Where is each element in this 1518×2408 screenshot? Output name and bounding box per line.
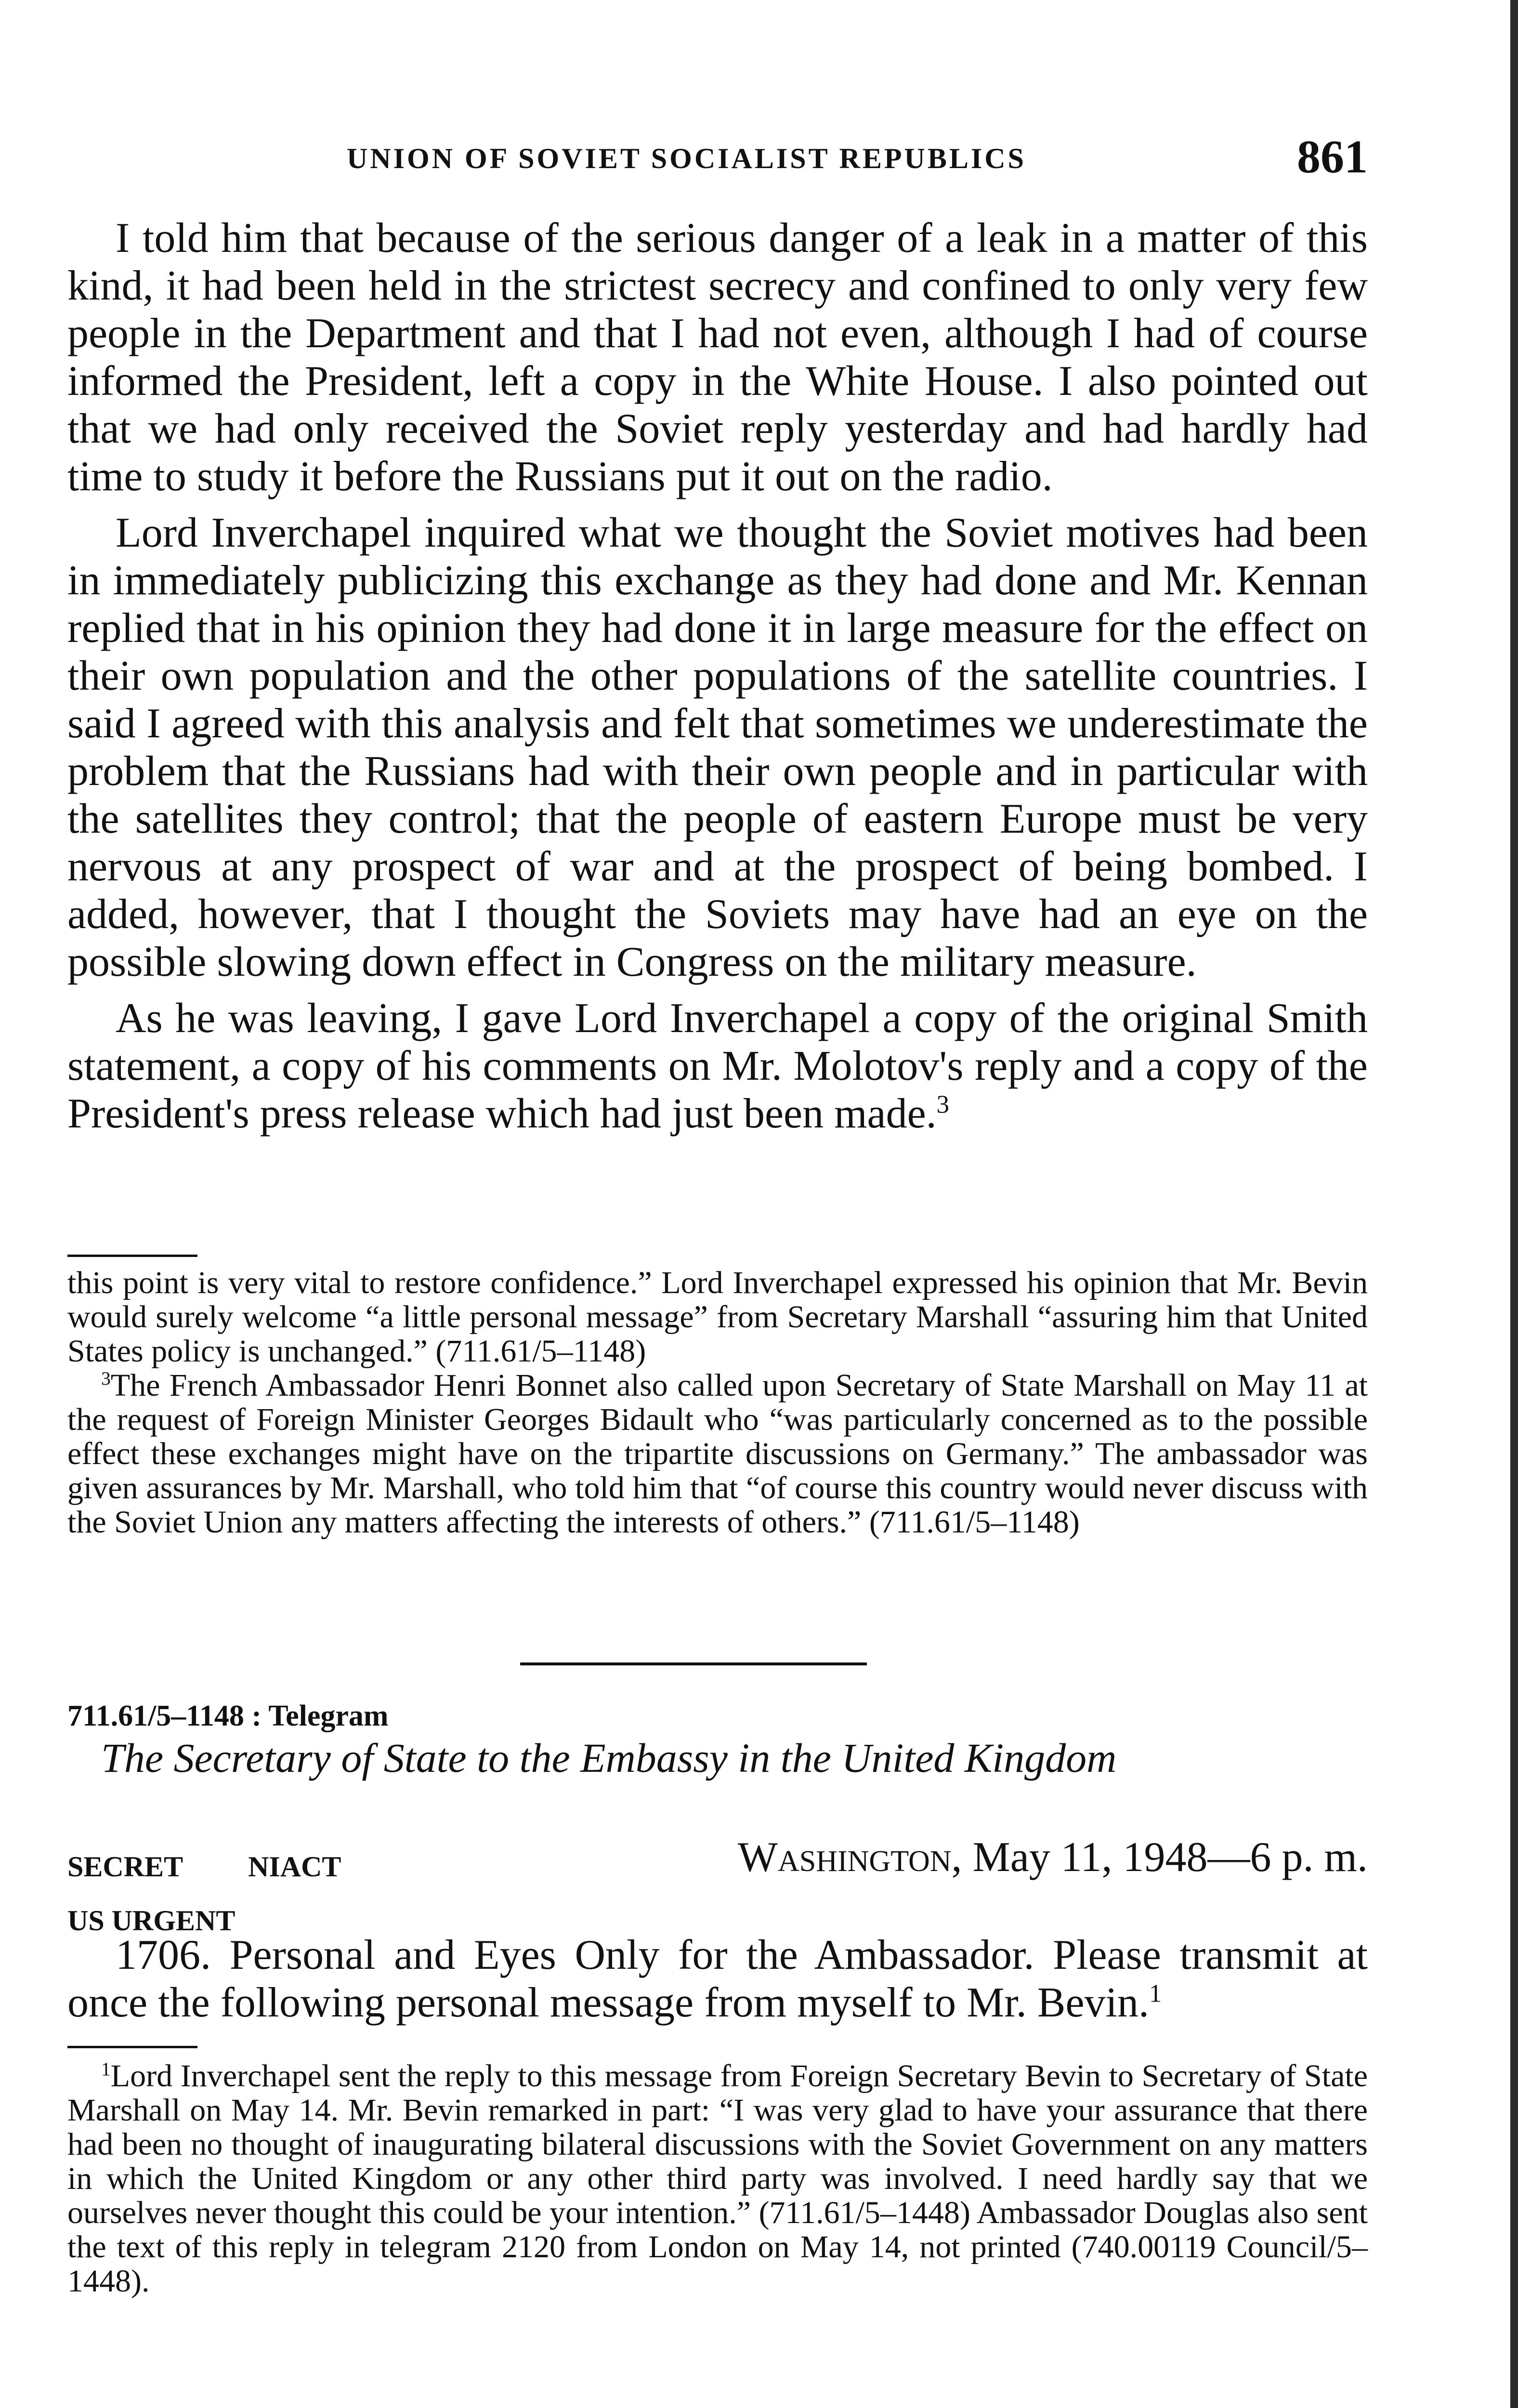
paragraph-1: I told him that because of the serious danger of a leak in a matter of this kind, it had been held in the strictest secrecy and confined to only very few people in the Department and that I had not even, although I had of course informed the President, left a copy in the White House. I also pointed out that we had only received the Soviet reply yesterday and had hardly had time to study it before the Russians put it out on the radio. <box>67 215 1368 500</box>
main-text <box>67 214 1368 1138</box>
footnote-3 <box>67 1368 1368 1539</box>
footnote-continuation: this point is very vital to restore confidence.” Lord Inverchapel expressed his opinion that Mr. Bevin would surely welcome “a little personal message” from Secretary Marshall “assuring him that United States policy is unchanged.” (711.61/5–1148) <box>67 1265 1368 1369</box>
precedence: NIACT <box>248 1851 341 1883</box>
urgency: US URGENT <box>67 1905 236 1937</box>
section-divider <box>520 1662 867 1665</box>
page-header <box>67 130 1368 188</box>
telegram-paragraph-text: 1706. Personal and Eyes Only for the Ambassador. Please transmit at once the following personal message from myself to Mr. Bevin. <box>67 1932 1368 2026</box>
footnote-rule-2 <box>67 2046 197 2048</box>
footnotes-top <box>67 1266 1368 1539</box>
footnotes-bottom <box>67 2059 1368 2298</box>
footnote-1 <box>67 2059 1368 2298</box>
page-edge <box>1510 0 1518 2408</box>
document-page <box>67 0 1368 2408</box>
footnote-3-marker: 3 <box>101 1368 111 1389</box>
footnote-marker-3: 3 <box>936 1090 950 1119</box>
paragraph-2: Lord Inverchapel inquired what we thought the Soviet motives had been in immediately publicizing this exchange as they had done and Mr. Kennan replied that in his opinion they had done it in large measure for the effect on their own population and the other populations of the satellite countries. I said I agreed with this analysis and felt that sometimes we underestimate the problem that the Russians had with their own people and in particular with the satellites they control; that the people of eastern Europe must be very nervous at any prospect of war and at the prospect of being bombed. I added, however, that I thought the Soviets may have had an eye on the possible slowing down effect in Congress on the military measure. <box>67 510 1368 985</box>
dateline <box>738 1833 1368 1882</box>
file-reference: 711.61/5–1148 : Telegram <box>67 1700 389 1732</box>
footnote-marker-1: 1 <box>1149 1979 1162 2008</box>
footnote-1-text: Lord Inverchapel sent the reply to this message from Foreign Secretary Bevin to Secretary of State Marshall on May 14. Mr. Bevin remarked in part: “I was very glad to have your assurance that there had been no thought of inaugurating bilateral discussions with the Soviet Government on any matters in which the United Kingdom or any other third party was involved. I need hardly say that we ourselves never thought this could be your intention.” (711.61/5–1448) Ambassador Douglas also sent the text of this reply in telegram 2120 from London on May 14, not printed (740.00119 Council/5–1448). <box>67 2058 1368 2299</box>
page-number: 861 <box>1297 131 1368 183</box>
telegram-text <box>67 1931 1368 2027</box>
place: Washington <box>737 1834 952 1881</box>
document-title: The Secretary of State to the Embassy in the United Kingdom <box>101 1735 1117 1781</box>
paragraph-3-text: As he was leaving, I gave Lord Inverchapel a copy of the original Smith statement, a copy of his comments on Mr. Molotov's reply and a copy of the President's press release which had just been made. <box>67 995 1368 1137</box>
footnote-rule <box>67 1255 197 1257</box>
running-head: UNION OF SOVIET SOCIALIST REPUBLICS <box>347 143 1026 174</box>
classification: SECRET <box>67 1851 183 1883</box>
telegram-paragraph <box>67 1931 1368 2027</box>
footnote-1-marker: 1 <box>101 2058 111 2080</box>
date-time: , May 11, 1948—6 p. m. <box>951 1834 1368 1881</box>
footnote-3-text: The French Ambassador Henri Bonnet also called upon Secretary of State Marshall on May 11 at the request of Foreign Minister Georges Bidault who “was particularly concerned as to the possible effect these exchanges might have on the tripartite discussions on Germany.” The ambassador was given assurances by Mr. Marshall, who told him that “of course this country would never discuss with the Soviet Union any matters affecting the interests of others.” (711.61/5–1148) <box>67 1368 1368 1540</box>
paragraph-3 <box>67 995 1368 1138</box>
